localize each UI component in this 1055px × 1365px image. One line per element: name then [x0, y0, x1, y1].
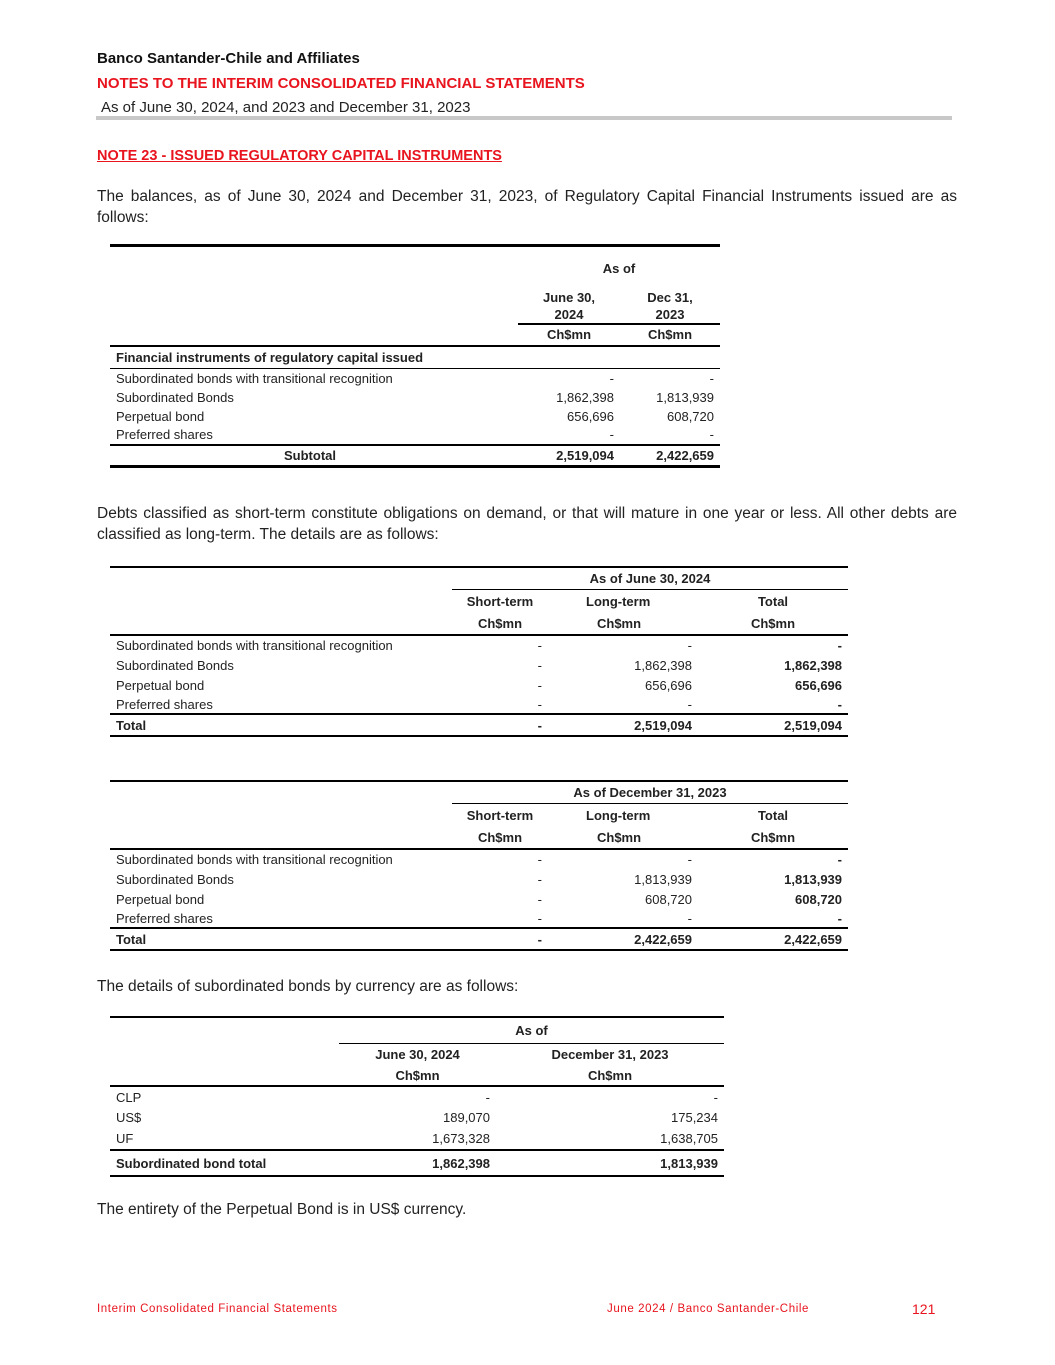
row-value: - [485, 1089, 490, 1105]
row-value: - [687, 638, 692, 653]
row-total: - [837, 638, 843, 653]
row-value: 1,813,939 [656, 389, 714, 405]
unit-total: Ch$mn [698, 613, 848, 635]
row-label: Subordinated bonds with transitional recognition [116, 852, 393, 867]
as-of-header: As of [518, 246, 720, 290]
row-value: - [687, 910, 692, 926]
row-label: Perpetual bond [116, 677, 205, 693]
row-label: Preferred shares [116, 910, 213, 926]
row-total: - [837, 910, 843, 926]
subtotal-value: 2,422,659 [620, 445, 720, 467]
table-row [110, 869, 848, 889]
total-row [110, 1150, 724, 1176]
row-total: 656,696 [795, 677, 843, 693]
notes-heading: NOTES TO THE INTERIM CONSOLIDATED FINANCIAL STATEMENTS [97, 75, 585, 92]
intro-paragraph: The balances, as of June 30, 2024 and December 31, 2023, of Regulatory Capital Financial Instruments issued are as follows: [97, 188, 957, 226]
currency-paragraph: The details of subordinated bonds by currency are as follows: [97, 978, 519, 995]
row-value: 608,720 [667, 408, 714, 424]
total-value: 2,422,659 [698, 928, 848, 950]
regulatory-capital-table [110, 244, 720, 468]
row-value: - [537, 677, 542, 693]
row-label: Perpetual bond [116, 891, 205, 907]
total-row [110, 928, 848, 950]
subtotal-label: Subtotal [110, 445, 518, 467]
total-value: 1,813,939 [496, 1150, 724, 1176]
header-short-term: Short-term [466, 593, 534, 609]
row-label: Preferred shares [116, 696, 213, 712]
col-june-2024: June 30, 2024 [375, 1046, 460, 1062]
row-label: UF [116, 1131, 134, 1146]
table-row [110, 675, 848, 695]
total-value: 2,519,094 [698, 714, 848, 736]
page-number: 121 [912, 1301, 936, 1317]
row-value: - [537, 696, 542, 712]
row-label: Subordinated bonds with transitional recognition [116, 370, 393, 386]
row-value: - [537, 852, 542, 867]
row-value: - [713, 1089, 718, 1105]
table-row [110, 889, 848, 909]
table-row [110, 388, 720, 407]
row-total: - [837, 696, 843, 712]
as-of-header: As of [339, 1017, 724, 1043]
footer-period: June 2024 / Banco Santander-Chile [607, 1303, 810, 1315]
row-value: 1,813,939 [634, 871, 692, 887]
table-row [110, 909, 848, 928]
subordinated-bonds-currency-table [110, 1016, 724, 1177]
row-total: 1,862,398 [784, 657, 843, 673]
row-value: - [709, 427, 714, 442]
row-label: Perpetual bond [116, 408, 205, 424]
table-row [110, 426, 720, 445]
row-label: Subordinated bonds with transitional recognition [116, 638, 393, 653]
table-row [110, 1128, 724, 1150]
row-value: 175,234 [671, 1110, 718, 1125]
total-label: Total [110, 714, 452, 736]
table-row [110, 655, 848, 675]
row-value: - [609, 427, 614, 442]
debt-june-2024-table [110, 566, 848, 737]
table-row [110, 1107, 724, 1128]
row-value: - [687, 696, 692, 712]
row-value: 1,673,328 [432, 1131, 490, 1146]
col-dec-2023-line1: Dec 31, [647, 290, 693, 305]
total-label: Total [110, 928, 452, 950]
row-total: 1,813,939 [784, 871, 843, 887]
row-value: - [537, 910, 542, 926]
unit-june-2024: Ch$mn [518, 324, 620, 346]
perpetual-bond-paragraph: The entirety of the Perpetual Bond is in US$ currency. [97, 1201, 467, 1218]
row-value: 608,720 [645, 891, 692, 907]
subtotal-value: 2,519,094 [518, 445, 620, 467]
total-value: - [452, 714, 548, 736]
debt-dec-2023-table [110, 780, 848, 951]
total-value: 2,519,094 [548, 714, 698, 736]
row-value: - [609, 370, 614, 386]
unit-dec-2023: Ch$mn [496, 1065, 724, 1086]
header-total: Total [757, 807, 789, 823]
unit-short: Ch$mn [452, 827, 548, 849]
row-label: US$ [116, 1110, 142, 1125]
note-title: NOTE 23 - ISSUED REGULATORY CAPITAL INSTRUMENTS [97, 148, 502, 164]
row-value: 1,638,705 [660, 1131, 718, 1146]
row-total: - [837, 852, 843, 867]
row-value: - [687, 852, 692, 867]
report-date-line: As of June 30, 2024, and 2023 and December 31, 2023 [101, 99, 471, 116]
header-total: Total [757, 593, 789, 609]
unit-total: Ch$mn [698, 827, 848, 849]
row-label: Subordinated Bonds [116, 657, 234, 673]
total-value: 2,422,659 [548, 928, 698, 950]
col-dec-2023-line2: 2023 [620, 306, 720, 324]
col-dec-2023: December 31, 2023 [551, 1046, 669, 1062]
row-value: - [537, 657, 542, 673]
subtotal-row [110, 445, 720, 467]
unit-long: Ch$mn [548, 613, 698, 635]
table-row [110, 1086, 724, 1107]
unit-short: Ch$mn [452, 613, 548, 635]
total-value: - [452, 928, 548, 950]
section-label: Financial instruments of regulatory capital issued [110, 346, 518, 369]
total-label: Subordinated bond total [110, 1150, 339, 1176]
row-total: 608,720 [795, 891, 843, 907]
table-row [110, 849, 848, 869]
row-value: 656,696 [645, 677, 692, 693]
row-value: 656,696 [567, 408, 614, 424]
footer-document-title: Interim Consolidated Financial Statements [97, 1303, 338, 1315]
row-value: - [709, 370, 714, 386]
row-value: - [537, 638, 542, 653]
table-title: As of June 30, 2024 [452, 567, 848, 589]
table-row [110, 695, 848, 714]
header-long-term: Long-term [586, 593, 651, 609]
unit-june-2024: Ch$mn [339, 1065, 496, 1086]
row-value: 1,862,398 [634, 657, 692, 673]
company-name: Banco Santander-Chile and Affiliates [97, 50, 360, 67]
total-row [110, 714, 848, 736]
row-value: - [537, 891, 542, 907]
header-divider [96, 116, 952, 120]
table-row [110, 407, 720, 426]
row-value: 1,862,398 [556, 389, 614, 405]
table-row [110, 635, 848, 655]
col-june-2024-line1: June 30, [542, 290, 596, 305]
row-value: - [537, 871, 542, 887]
col-june-2024-line2: 2024 [518, 306, 620, 324]
total-value: 1,862,398 [339, 1150, 496, 1176]
table-title: As of December 31, 2023 [452, 781, 848, 803]
header-long-term: Long-term [586, 807, 651, 823]
row-label: Preferred shares [116, 427, 213, 442]
row-label: Subordinated Bonds [116, 389, 234, 405]
row-label: Subordinated Bonds [116, 871, 234, 887]
debt-classification-paragraph: Debts classified as short-term constitute obligations on demand, or that will mature in one year or less. All other debts are classified as long-term. The details are as follows: [97, 505, 957, 543]
table-row [110, 369, 720, 388]
unit-dec-2023: Ch$mn [620, 324, 720, 346]
header-short-term: Short-term [466, 807, 534, 823]
row-value: 189,070 [443, 1110, 490, 1125]
row-label: CLP [116, 1089, 142, 1105]
unit-long: Ch$mn [548, 827, 698, 849]
